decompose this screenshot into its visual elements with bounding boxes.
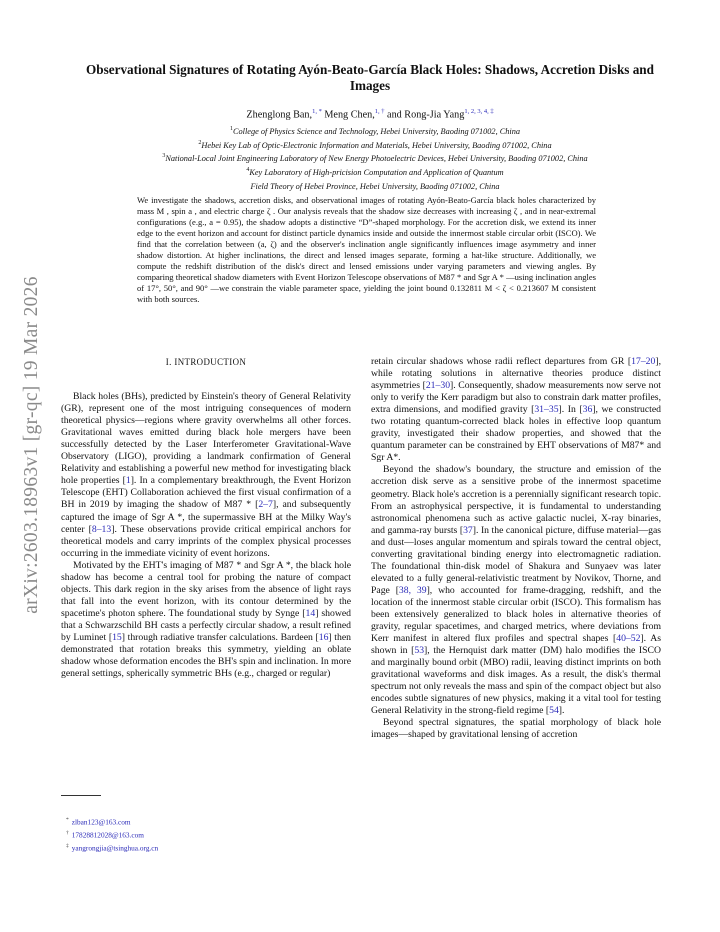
paragraph: Beyond spectral signatures, the spatial morphology of black hole images—shaped by gravitational lensing of accretion — [371, 717, 661, 741]
citation-link[interactable]: 36 — [582, 404, 593, 416]
citation-link[interactable]: 38, 39 — [398, 584, 427, 596]
affiliation: $^2$Hebei Key Lab of Optic-Electronic Information and Materials, Hebei University, Baoding 071002, China — [198, 139, 552, 150]
citation-link[interactable]: 31–35 — [534, 404, 559, 416]
citation-link[interactable]: 53 — [414, 645, 425, 657]
citation-link[interactable]: 40–52 — [616, 633, 641, 645]
affiliation-list — [80, 124, 670, 192]
citation-link[interactable]: 21–30 — [425, 380, 451, 392]
affiliation: Field Theory of Hebei Province, Hebei University, Baoding 071002, China — [250, 181, 500, 191]
left-column — [61, 356, 351, 680]
abstract: We investigate the shadows, accretion disks, and observational images of rotating Ayón-Beato-García black holes characterized by mass M , spin a , and electric charge ζ . Our analysis reveals that the shadow size decreases with increasing ζ , and in near-extremal configurations (e.g., a = 0.95), the shadow adopts a distinctive “D”-shaped morphology. For the accretion disk, we extend its inner edge to the event horizon and account for distinct particle dynamics inside and outside the innermost stable circular orbit (ISCO). We find that the correlation between (a, ζ) and the observer's inclination angle significantly influences image asymmetry and inner shadow distortion. At higher inclinations, the direct and lensed images separate, forming a hat-like structure. Additionally, we compute the redshift distribution of the disk's direct and lensed emissions under varying parameters and viewing angles. By comparing theoretical shadow diameters with Event Horizon Telescope observations of M87 * and Sgr A * —using inclination angles of 17°, 50°, and 90° —we constrain the viable parameter space, yielding the joint bound 0.132811 M < ζ < 0.213607 M consistent with both sources. — [137, 195, 596, 304]
footnotes — [66, 815, 158, 853]
email-link[interactable]: zlban123@163.com — [71, 817, 131, 827]
footnote: ‡ yangrongjia@tsinghua.org.cn — [66, 842, 159, 853]
author-list — [80, 108, 660, 120]
arxiv-identifier — [12, 195, 52, 695]
citation-link[interactable]: 17–20 — [631, 356, 656, 367]
author-name: and Rong-Jia Yang — [387, 109, 465, 121]
paragraph: Motivated by the EHT's imaging of M87 * and Sgr A *, the black hole shadow has become a central tool for probing the nature of compact objects. This dark region in the sky arises from the absence of light rays that fall into the event horizon, with its contour determined by the spacetime's photon sphere. The foundational study by Synge [14] showed that a Schwarzschild BH casts a perfectly circular shadow, a result refined by Luminet [15] through radiative transfer calculations. Bardeen [16] then demonstrated that rotation breaks this symmetry, yielding an oblate shadow whose deformation encodes the BH's spin and inclination. In more general settings, spherically symmetric BHs (e.g., charged or regular) — [61, 559, 351, 680]
paper-title: Observational Signatures of Rotating Ayón-Beato-García Black Holes: Shadows, Accretion Disks and Images — [86, 62, 654, 93]
author-name: Zhenglong Ban, — [246, 109, 313, 121]
paragraph: Black holes (BHs), predicted by Einstein's theory of General Relativity (GR), represent one of the most intriguing consequences of modern theoretical physics—regions where gravity overwhelms all other forces. Gravitational waves emitted during black hole mergers have been successfully detected by the Laser Interferometer Gravitational-Wave Observatory (LIGO), providing a landmark confirmation of General Relativity and establishing a powerful new method for investigating black hole properties [1]. In a complementary breakthrough, the Event Horizon Telescope (EHT) Collaboration achieved the first visual confirmation of a BH in 2019 by imaging the shadow of M87 * [2–7], and subsequently captured the image of Sgr A *, the supermassive BH at the Milky Way's center [8–13]. These observations provide critical empirical anchors for theoretical models and carry imprints of the complex physical processes occurring in the immediate vicinity of event horizons. — [61, 391, 352, 559]
citation-link[interactable]: 14 — [305, 607, 316, 619]
footnote: * zlban123@163.com — [66, 817, 131, 827]
section-heading: I. INTRODUCTION — [165, 357, 247, 367]
author-name: Meng Chen, — [324, 109, 375, 121]
citation-link[interactable]: 54 — [549, 705, 559, 717]
affiliation: $^4$Key Laboratory of High-pricision Computation and Application of Quantum — [246, 167, 504, 177]
affiliation: $^3$National-Local Joint Engineering Laboratory of New Energy Photoelectric Devices, Hebei University, Baoding 071002, China — [162, 153, 588, 164]
email-link[interactable]: yangrongjia@tsinghua.org.cn — [71, 843, 159, 853]
paragraph: Beyond the shadow's boundary, the structure and emission of the accretion disk serve as a sensitive probe of the innermost spacetime geometry. Black hole's accretion is a perennially significant research topic. From an astrophysical perspective, it is fundamental to understanding astronomical phenomena such as active galactic nuclei, X-ray binaries, and gamma-ray bursts [37]. In the canonical picture, diffuse material—gas and dust—loses angular momentum and spirals toward the central object, converting gravitational binding energy into electromagnetic radiation. The foundational thin-disk model of Shakura and Sunyaev was later elevated to a fully general-relativistic treatment by Novikov, Thorne, and Page [38, 39], who accounted for frame-dragging, redshift, and the location of the innermost stable circular orbit (ISCO). This formalism has been extensively generalized to black holes in alternative theories of gravity, regular spacetimes, and charged metrics, where deviations from Kerr manifest in altered flux profiles and spectral shapes [40–52]. As shown in [53], the Hernquist dark matter (DM) halo modifies the ISCO and marginally bound orbit (MBO) radii, leaving distinct imprints on both gravitational waveforms and disk images. As a result, the disk's thermal spectrum not only reveals the mass and spin of the compact object but also encodes subtle signatures of new physics, making it a vital tool for testing General Relativity in the strong-field regime [54]. — [371, 464, 662, 717]
author-marks[interactable]: 1, 2, 3, 4, ‡ — [464, 108, 494, 115]
citation-link[interactable]: 8–13 — [91, 523, 112, 535]
citation-link[interactable]: 1 — [125, 475, 131, 487]
citation-link[interactable]: 16 — [318, 631, 329, 643]
footnote-divider — [61, 795, 101, 796]
author-marks[interactable]: 1, † — [374, 108, 385, 115]
author-marks[interactable]: 1, * — [312, 108, 322, 115]
citation-link[interactable]: 2–7 — [258, 499, 273, 511]
citation-link[interactable]: 15 — [112, 631, 122, 643]
paragraph: retain circular shadows whose radii reflect departures from GR [17–20], while rotating solutions in alternative theories produce distinct asymmetries [21–30]. Consequently, shadow measurements now serve not only to verify the Kerr paradigm but also to constrain dark matter profiles, extra dimensions, and modified gravity [31–35]. In [36], we constructed two rotating quantum-corrected black holes in effective loop quantum gravity, investigated their shadow properties, and showed that the quantum parameter can be constrained by EHT observations of M87* and Sgr A*. — [371, 356, 662, 464]
right-column — [371, 356, 661, 742]
citation-link[interactable]: 37 — [463, 524, 473, 536]
footnote: † 17828812028@163.com — [66, 829, 144, 840]
email-link[interactable]: 17828812028@163.com — [71, 830, 144, 840]
affiliation: $^1$College of Physics Science and Technology, Hebei University, Baoding 071002, China — [229, 126, 521, 136]
arxiv-identifier-text: arXiv:2603.18963v1 [gr-qc] 19 Mar 2026 — [21, 276, 42, 614]
